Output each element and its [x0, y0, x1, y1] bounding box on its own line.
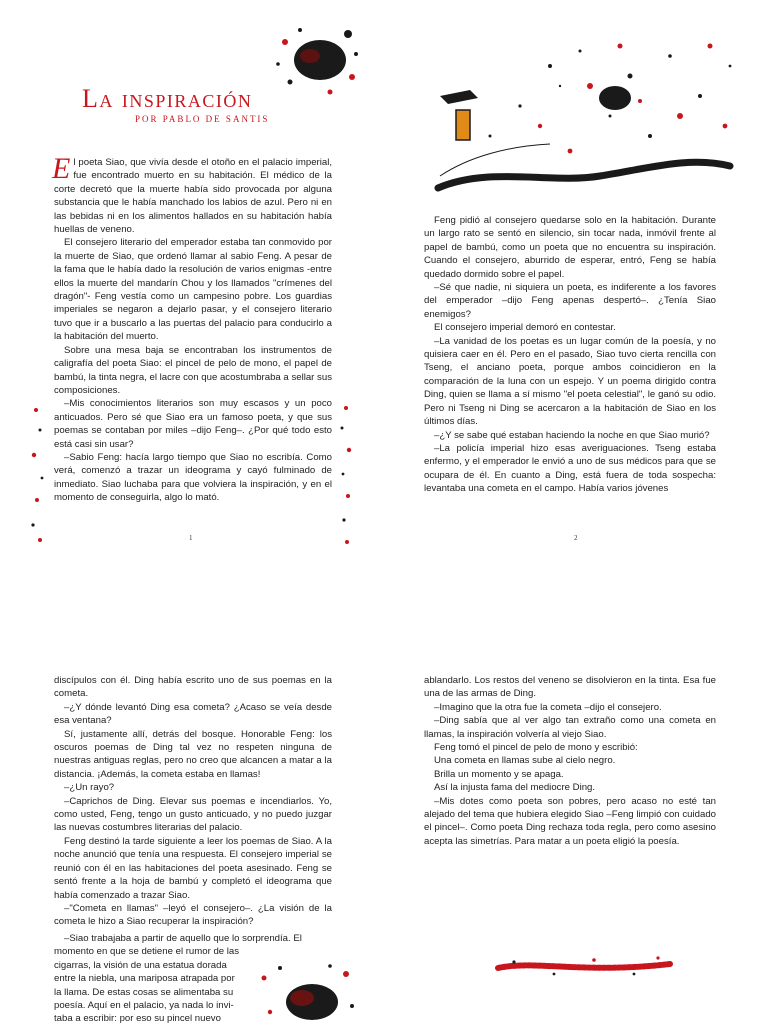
text-line: la llama. De estas cosas se alimentaba su [54, 986, 234, 998]
page-4 [384, 640, 768, 1024]
text-line: –Siao trabajaba a partir de aquello que lo sorprendía. El [64, 933, 302, 944]
text-line: momento en que se detiene el rumor de las [54, 946, 240, 958]
paragraph: Sí, justamente allí, detrás del bosque. Honorable Feng: los oscuros poemas de Ding tal vez no respeten ninguna de nuestras antiguas reglas, pero no creo que alcancen a matar a la distancia. ¡Además, la cometa estaba en llamas! [54, 728, 332, 780]
paragraph: Feng tomó el pincel de pelo de mono y escribió: [434, 742, 638, 754]
paragraph: –¿Un rayo? [64, 782, 115, 794]
page-number: 2 [574, 534, 578, 542]
page-4-text [424, 674, 716, 848]
ink-splatter-right-border [336, 400, 356, 550]
paragraph: –Mis conocimientos literarios son muy escasos y un poco anticuados. Pero sé que Siao era un famoso poeta, y que sus poemas se contaban por miles –dijo Feng–. ¿Por qué todo esto está casi sin usar? [54, 398, 332, 450]
ink-splatter-left-border [28, 400, 48, 550]
paragraph: El poeta Siao, que vivía desde el otoño en el palacio imperial, fue encontrado muerto en su habitación. El médico de la corte decretó que la muerte había sido provocada por alguna substancia que le había manchado los labios de azul. Pero ni en las bebidas ni en los alimentos hallados en su habitación había huellas de veneno. [52, 152, 332, 236]
paragraph: –Imagino que la otra fue la cometa –dijo el consejero. [434, 701, 662, 713]
drop-cap: E [52, 152, 71, 185]
ink-brushstroke-ornament [494, 952, 674, 982]
ink-splash-corner-illustration [250, 958, 360, 1024]
text-line: taba a escribir: por eso su pincel nuevo [54, 1013, 221, 1025]
paragraph: –Ding sabía que al ver algo tan extraño como una cometa en llamas, la inspiración volvería al viejo Siao. [424, 715, 716, 740]
page-number: 1 [189, 534, 193, 542]
paragraph: El consejero imperial demoró en contestar. [434, 322, 616, 334]
paragraph: –Sabio Feng: hacía largo tiempo que Siao no escribía. Como verá, comenzó a trazar un ideograma y cayó fulminado de inmediato. Siao luchaba para que volviera la inspiración, y en el momento de conseguirla, algo lo mató. [54, 451, 332, 504]
poem-verse: Una cometa en llamas sube al cielo negro. [434, 755, 616, 767]
paragraph: Feng pidió al consejero quedarse solo en la habitación. Durante un largo rato se sentó en silencio, sin tocar nada, inmóvil frente al papel de bambú, como un poeta que no encuentra su inspiración. Cuando el consejero, aburrido de esperar, entró, Feng se había quedado dormido sobre el papel. [424, 215, 716, 280]
story-title: La inspiración [82, 84, 253, 113]
text-line: entre la niebla, una mariposa atrapada por [54, 973, 235, 985]
page-3 [0, 640, 384, 1024]
paragraph: –¿Y se sabe qué estaban haciendo la noche en que Siao murió? [434, 429, 710, 441]
kite-ink-illustration [430, 26, 740, 206]
ink-splash-illustration [270, 22, 360, 102]
paragraph: –Sé que nadie, ni siquiera un poeta, es indiferente a los favores del emperador –dijo Feng apenas despertó–. ¿Tenía Siao enemigos? [424, 282, 716, 320]
poem-verse: Brilla un momento y se apaga. [434, 768, 564, 780]
paragraph: Feng destinó la tarde siguiente a leer los poemas de Siao. A la noche anunció que tenía una respuesta. El consejero imperial se reunió con él en las habitaciones del poeta asesinado. Feng se sentó frente a la hoja de bambú y completó el ideograma que había comenzado a trazar Siao. [54, 835, 332, 901]
paragraph: –La policía imperial hizo esas averiguaciones. Tseng estaba enfermo, y el emperador le envió a uno de sus médicos para que se ocupara de él. En cuanto a Ding, está fuera de toda sospecha: levantaba una cometa en el campo. Había varios jóvenes [424, 442, 716, 495]
paragraph: –¿Y dónde levantó Ding esa cometa? ¿Acaso se veía desde esa ventana? [54, 701, 332, 727]
text-line: cigarras, la visión de una estatua dorada [54, 959, 227, 971]
page-2 [384, 0, 768, 560]
story-byline: POR PABLO DE SANTIS [135, 114, 270, 124]
paragraph: discípulos con él. Ding había escrito uno de sus poemas en la cometa. [54, 675, 332, 700]
paragraph: –La vanidad de los poetas es un lugar común de la poesía, y no quisiera caer en él. Pero en el pasado, Siao tuvo cierta rencilla con Tseng, el anciano poeta, porque ambos coincidieron en la comparación de la luna con un espejo. Y un poema dirigido contra Ding, quien se llama a sí mismo "el poeta celestial", le ganó su odio. Pero ni Tseng ni Ding se acercaron a la habitación de Siao en los últimos días. [424, 335, 716, 428]
page-2-text [424, 214, 716, 496]
text-line: poesía. Aquí en el palacio, ya nada lo invi- [54, 1000, 234, 1012]
paragraph: –"Cometa en llamas" –leyó el consejero–. ¿La visión de la cometa le hizo a Siao recuperar la inspiración? [54, 902, 332, 928]
page-1 [0, 0, 384, 560]
paragraph: –Caprichos de Ding. Elevar sus poemas e incendiarlos. Yo, como usted, Feng, tengo un gusto anticuado, y no puedo juzgar las nuevas costumbres literarias del palacio. [54, 795, 332, 834]
paragraph: ablandarlo. Los restos del veneno se disolvieron en la tinta. Esa fue una de las armas de Ding. [424, 675, 716, 700]
paragraph: Sobre una mesa baja se encontraban los instrumentos de caligrafía del poeta Siao: el pincel de pelo de mono, el papel de bambú, la tinta negra, el lacre con que acostumbraba a sellar sus composiciones. [54, 344, 332, 396]
poem-verse: Así la injusta fama del mediocre Ding. [434, 782, 596, 794]
paragraph: El consejero literario del emperador estaba tan conmovido por la muerte de Siao, que ordenó llamar al sabio Feng. A pesar de la fama que le había dado la resolución de varios enigmas -entre ellos la muerte del mandarín Chou y los llamados "crímenes del dragón"- Feng vestía como un campesino pobre. Los guardias imperiales se negaron a dejarlo pasar, y el consejero literario tuvo que ir a buscarlo a las puertas del palacio para conducirlo a la habitación del muerto. [54, 237, 332, 343]
paragraph: –Mis dotes como poeta son pobres, pero acaso no esté tan alejado del tema que hubiera elegido Siao –Feng limpió con cuidado el pincel–. Como poeta Ding rechaza toda regla, pero como asesino acepta las simetrías. Para matar a un poeta eligió la poesía. [424, 795, 716, 847]
page-3-text [54, 674, 332, 929]
page-1-text [52, 152, 332, 505]
